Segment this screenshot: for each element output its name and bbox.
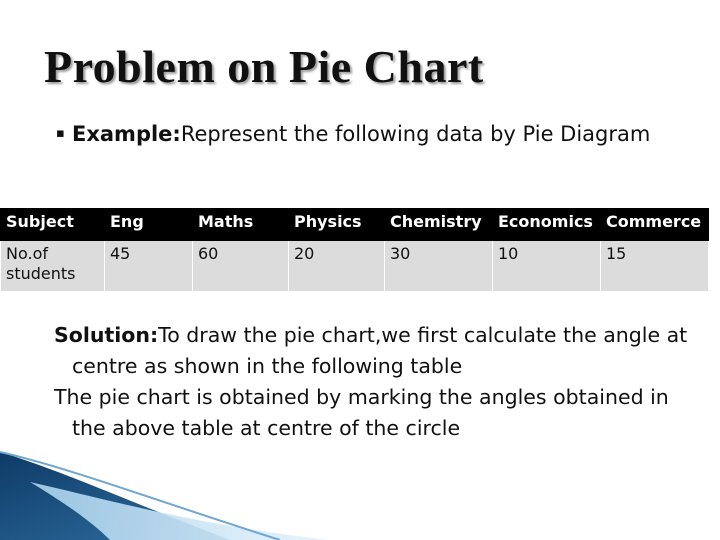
table-header-cell: Eng bbox=[105, 209, 193, 241]
table-header-cell: Subject bbox=[1, 209, 105, 241]
data-table bbox=[0, 208, 709, 292]
solution-text: To draw the pie chart,we first calculate the angle at centre as shown in the following table bbox=[72, 323, 688, 378]
table-cell: 30 bbox=[385, 241, 493, 292]
table-cell: 60 bbox=[193, 241, 289, 292]
table-row bbox=[1, 241, 709, 292]
table-cell: 15 bbox=[601, 241, 709, 292]
table-header-cell: Economics bbox=[493, 209, 601, 241]
slide-title: Problem on Pie Chart bbox=[44, 41, 484, 92]
table-header-row bbox=[1, 209, 709, 241]
table-cell: 20 bbox=[289, 241, 385, 292]
conclusion-paragraph: The pie chart is obtained by marking the angles obtained in the above table at centre of the circle bbox=[54, 385, 669, 440]
solution-label: Solution: bbox=[54, 323, 159, 347]
example-text-block bbox=[56, 118, 676, 150]
table-header-cell: Physics bbox=[289, 209, 385, 241]
example-text: Represent the following data by Pie Diagram bbox=[180, 122, 651, 146]
table-cell: No.of students bbox=[1, 241, 105, 292]
example-label: Example: bbox=[72, 122, 181, 146]
table-cell: 10 bbox=[493, 241, 601, 292]
solution-block bbox=[54, 320, 704, 444]
table-header-cell: Maths bbox=[193, 209, 289, 241]
table-header-cell: Chemistry bbox=[385, 209, 493, 241]
table-cell: 45 bbox=[105, 241, 193, 292]
bullet-icon: ▪ bbox=[56, 126, 65, 141]
example-bullet bbox=[56, 118, 676, 150]
table-header-cell: Commerce bbox=[601, 209, 709, 241]
decorative-swoosh bbox=[0, 440, 330, 540]
solution-paragraph bbox=[54, 320, 704, 382]
